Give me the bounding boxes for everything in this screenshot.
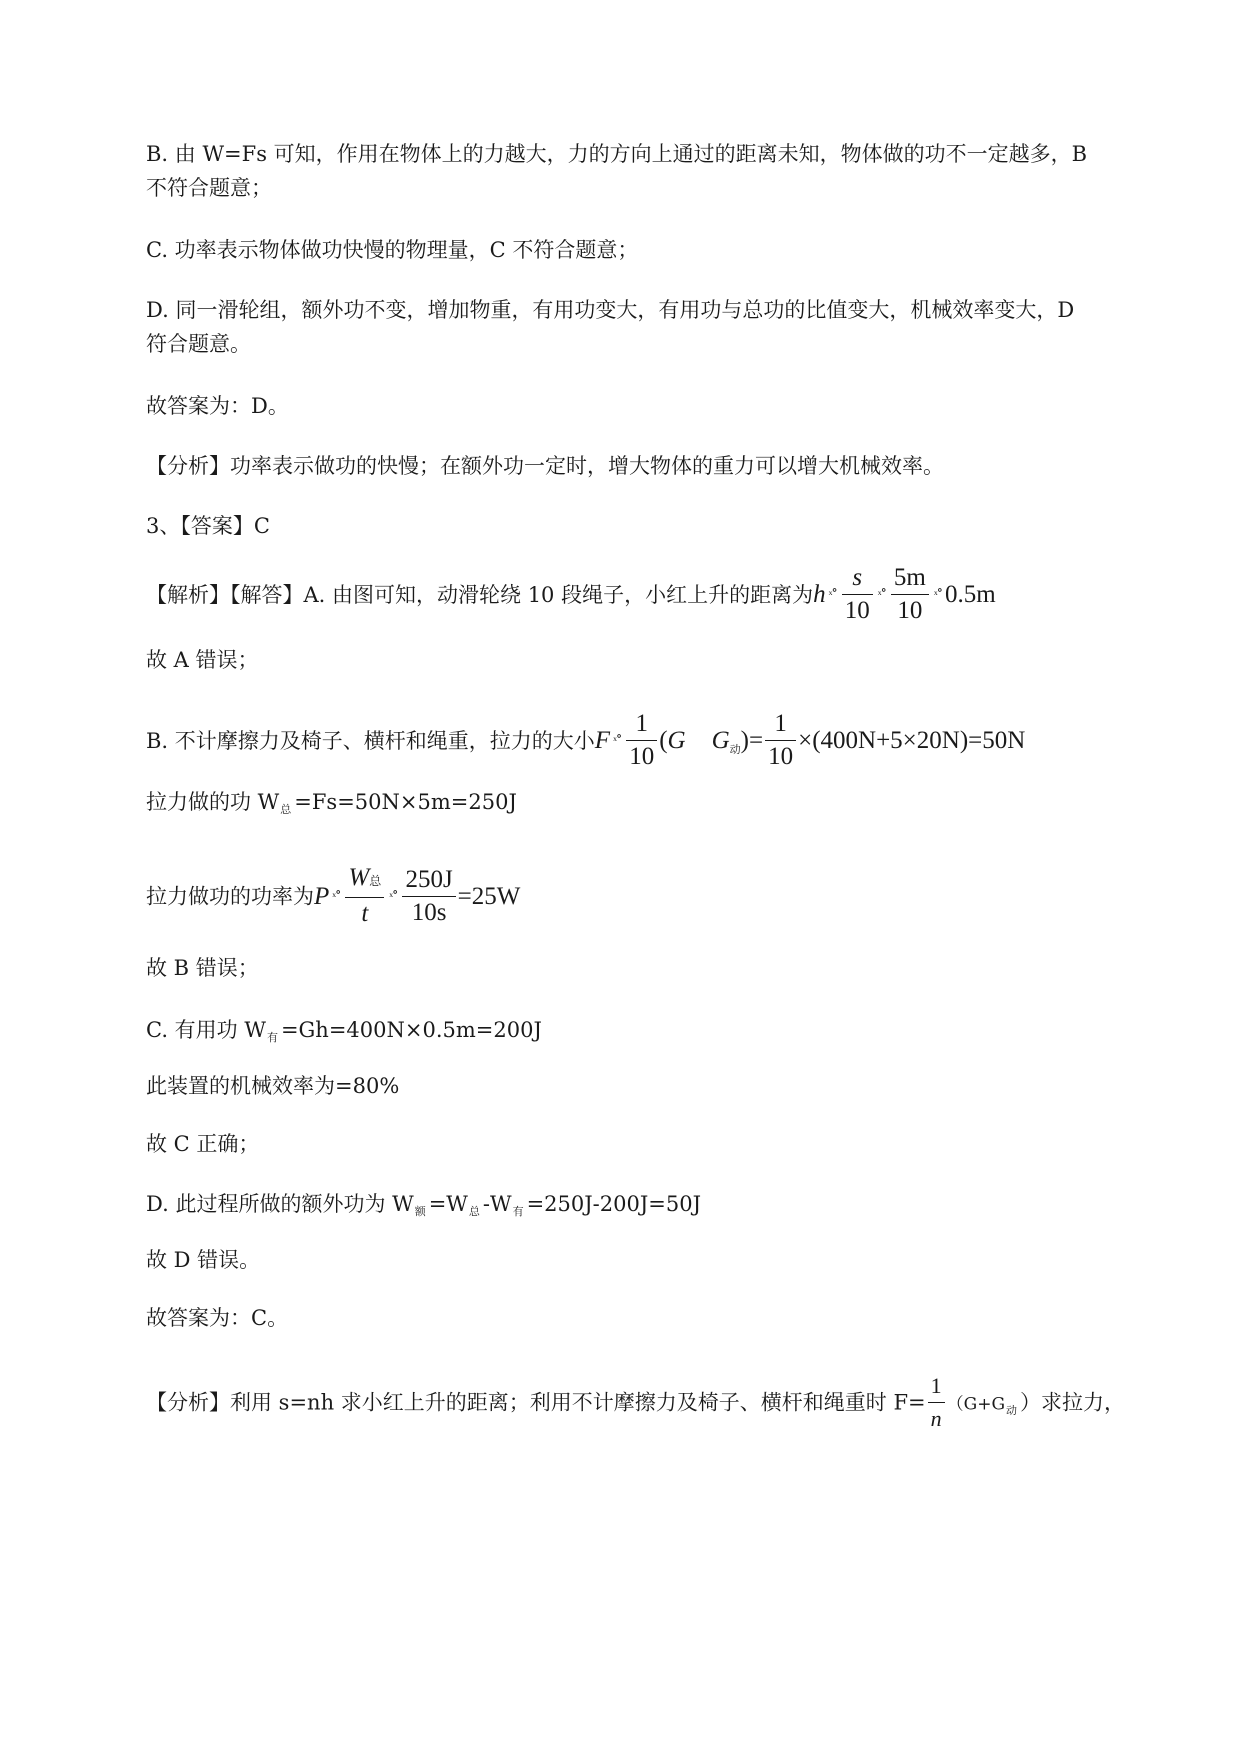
fraction-numerator: s [842,564,873,595]
d-wrong-line: 故 D 错误。 [146,1248,261,1272]
force-calculation: ×(400N+5×20N)=50N [798,727,1026,755]
fraction-denominator: 10 [844,597,870,624]
h-variable: h [813,581,826,609]
fraction-1-over-10-b [765,710,796,771]
P-variable: P [314,882,330,910]
q3-option-b-line [146,712,1025,773]
subscript-e: 额 [414,1205,426,1218]
garbled-glyph: ₓ∘ [933,582,943,598]
option-c-explanation: C. 功率表示物体做功快慢的物理量，C 不符合题意； [146,238,639,262]
extra-work-line: D. 此过程所做的额外功为 $W_额 =W_总$ $-W_有 =250J-200J=50J$ [146,1192,702,1218]
answer-line-3: 故答案为：C。 [146,1306,289,1330]
c-right-line: 故 C 正确； [146,1132,260,1156]
fraction-denominator: n [930,1406,942,1431]
fraction-1-over-n [928,1372,945,1433]
paren-G: (G [659,727,686,755]
fraction-denominator: 10 [897,597,923,624]
fraction-denominator: 10 [629,743,655,770]
fraction-W-over-t [345,864,384,928]
efficiency-line: 此装置的机械效率为=80% [146,1074,400,1098]
option-d-explanation-cont: 符合题意。 [146,332,251,356]
subscript-you-2: 有 [512,1205,524,1218]
fraction-s-over-10 [842,564,873,625]
force-formula [594,710,1026,770]
subscript-zong: 总 [280,803,292,816]
option-b-explanation: B. 由 W=Fs 可知，作用在物体上的力越大，力的方向上通过的距离未知，物体做的功不一定越多，B [146,142,1088,166]
subscript-dong: 动 [729,744,741,757]
q3-b-text: B. 不计摩擦力及椅子、横杆和绳重，拉力的大小 [146,729,595,754]
garbled-glyph: ₓ∘ [828,582,837,598]
answer-line-2: 故答案为：D。 [146,394,289,418]
fraction-numerator: 5m [891,564,929,595]
fraction-numerator: 1 [765,710,796,741]
fraction-denominator: t [361,900,369,927]
fraction-1-over-n-wrap [926,1373,947,1431]
power-result: =25W [457,882,521,910]
garbled-glyph: ₓ∘ [332,883,341,899]
distance-formula [813,564,996,624]
power-line: 拉力做功的功率为P $^{_x\circ}$ $\frac{\text{W总}}{t}$ $^{_x\circ}$ $\frac{250J}{10s}$ =25W [146,864,521,927]
fraction-250J-over-10s [402,866,455,927]
work-line: 拉力做的功 $W_总 =Fs=50N\times 5m=250J$ [146,790,517,816]
subscript-dong-2: 动 [1006,1403,1018,1417]
fraction-denominator: 10 [768,743,794,770]
distance-result: 0.5m [945,581,996,609]
G-variable: G [711,727,730,755]
fraction-numerator: 1 [928,1372,945,1403]
analysis-2: 【分析】功率表示做功的快慢；在额外功一定时，增大物体的重力可以增大机械效率。 [146,454,944,478]
option-b-explanation-cont: 不符合题意； [146,176,272,200]
garbled-glyph: ₓ∘ [389,883,398,899]
fraction-numerator: 250J [402,866,455,897]
question-3-answer: 3、【答案】C [146,514,270,538]
garbled-glyph: ₓ∘ [877,582,886,598]
q3-a-text: 【解析】【解答】A. 由图可知，动滑轮绕 10 段绳子，小红上升的距离为 [146,583,814,608]
fraction-denominator: 10s [411,898,447,926]
fraction-numerator: W总 [345,864,384,898]
analysis-3: 【分析】利用 s=nh 求小红上升的距离；利用不计摩擦力及椅子、横杆和绳重时 F= $\frac{1}{n}$ （$G+G_动$ ）求拉力， [146,1373,1126,1431]
F-variable: F [594,727,611,755]
fraction-numerator: 1 [626,710,657,741]
a-wrong-line: 故 A 错误； [146,648,259,672]
paren-equals: )= [740,727,764,755]
garbled-glyph: ₓ∘ [613,728,622,744]
subscript-zong-2: 总 [468,1205,480,1218]
b-wrong-line: 故 B 错误； [146,956,259,980]
option-d-explanation: D. 同一滑轮组，额外功不变，增加物重，有用功变大，有用功与总功的比值变大，机械效率变大，D [146,298,1075,322]
fraction-1-over-10 [626,710,657,771]
useful-work-line: C. 有用功 $W_有 =Gh=400N\times 0.5m=200J$ [146,1018,542,1044]
subscript-you: 有 [266,1031,278,1044]
fraction-5m-over-10 [891,564,929,625]
q3-option-a-line [146,566,996,627]
